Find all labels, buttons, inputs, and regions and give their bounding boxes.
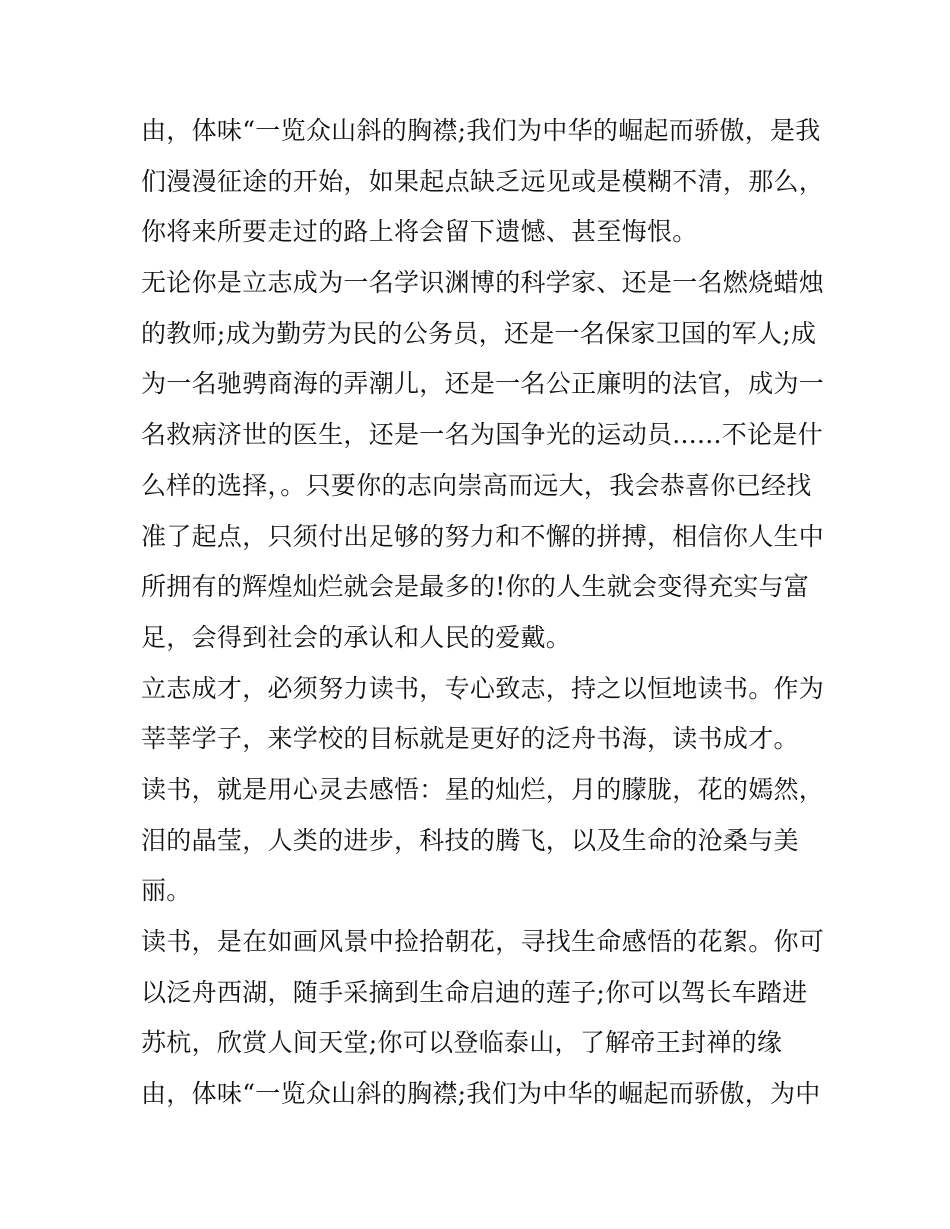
text-line: 所拥有的辉煌灿烂就会是最多的!你的人生就会变得充实与富 bbox=[141, 572, 810, 602]
text-line: 泪的晶莹，人类的进步，科技的腾飞，以及生命的沧桑与美 bbox=[141, 825, 799, 855]
text-line: 读书，是在如画风景中捡拾朝花，寻找生命感悟的花絮。你可 bbox=[141, 927, 825, 956]
body-text bbox=[141, 106, 825, 1120]
text-line: 你将来所要走过的路上将会留下遗憾、甚至悔恨。 bbox=[141, 217, 698, 247]
text-line: 由，体味“一览众山斜的胸襟;我们为中华的崛起而骄傲，是我 bbox=[141, 116, 821, 145]
text-line: 么样的选择，。只要你的志向崇高而远大，我会恭喜你已经找 bbox=[141, 470, 812, 500]
text-line: 以泛舟西湖，随手采摘到生命启迪的莲子;你可以驾长车踏进 bbox=[141, 977, 808, 1007]
text-line: 无论你是立志成为一名学识渊博的科学家、还是一名燃烧蜡烛 bbox=[141, 268, 825, 298]
text-line: 苏杭，欣赏人间天堂;你可以登临泰山，了解帝王封禅的缘 bbox=[141, 1028, 783, 1058]
text-line: 们漫漫征途的开始，如果起点缺乏远见或是模糊不清，那么， bbox=[141, 166, 825, 196]
text-line: 由，体味“一览众山斜的胸襟;我们为中华的崛起而骄傲，为中 bbox=[141, 1079, 821, 1109]
text-line: 准了起点，只须付出足够的努力和不懈的拼搏，相信你人生中 bbox=[141, 521, 825, 551]
text-line: 读书，就是用心灵去感悟：星的灿烂，月的朦胧，花的嫣然， bbox=[141, 774, 825, 804]
text-line: 足，会得到社会的承认和人民的爱戴。 bbox=[141, 622, 572, 652]
text-line: 丽。 bbox=[141, 876, 192, 906]
text-line: 莘莘学子，来学校的目标就是更好的泛舟书海，读书成才。 bbox=[141, 724, 799, 754]
text-line: 为一名驰骋商海的弄潮儿，还是一名公正廉明的法官，成为一 bbox=[141, 369, 825, 399]
text-line: 立志成才，必须努力读书，专心致志，持之以恒地读书。作为 bbox=[141, 673, 825, 703]
text-line: 的教师;成为勤劳为民的公务员，还是一名保家卫国的军人;成 bbox=[141, 318, 817, 348]
text-line: 名救病济世的医生，还是一名为国争光的运动员......不论是什 bbox=[141, 420, 823, 450]
